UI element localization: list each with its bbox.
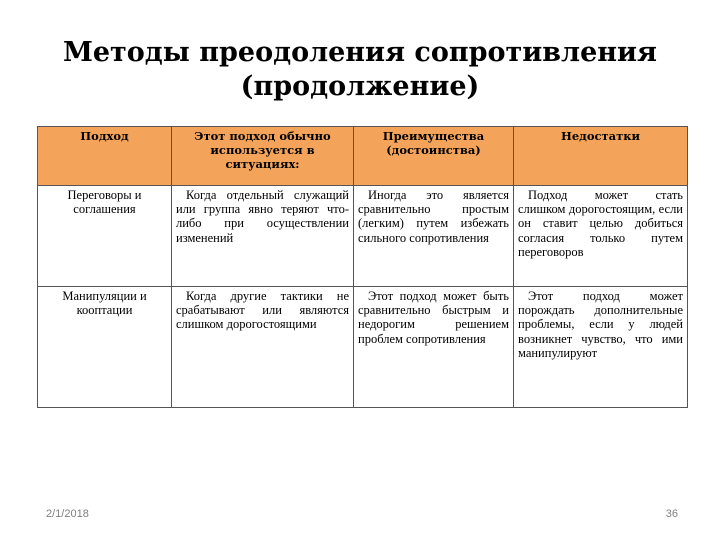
table-header-row xyxy=(38,127,688,186)
table-cell-situations: Когда отдельный служащий или группа явно теряют что-либо при осуществлении изменений xyxy=(172,186,354,287)
table-row xyxy=(38,287,688,408)
page-number: 36 xyxy=(665,508,678,520)
header-advantages: Преимущества (достоинства) xyxy=(354,127,514,186)
header-situations: Этот подход обычно используется в ситуациях: xyxy=(172,127,354,186)
table-cell-situations: Когда другие тактики не срабатывают или являются слишком дорогостоящими xyxy=(172,287,354,408)
title-line-1: Методы преодоления сопротивления xyxy=(62,37,657,68)
title-line-2: (продолжение) xyxy=(240,71,480,102)
methods-table xyxy=(37,126,688,408)
header-disadvantages: Недостатки xyxy=(514,127,688,186)
footer-date: 2/1/2018 xyxy=(46,508,89,520)
slide-title xyxy=(60,36,660,104)
header-approach: Подход xyxy=(38,127,172,186)
table-cell-advantages: Иногда это является сравнительно простым (легким) путем избежать сильного сопротивления xyxy=(354,186,514,287)
table-cell-approach: Переговоры и соглашения xyxy=(38,186,172,287)
table-cell-disadvantages: Этот подход может порождать дополнительные проблемы, если у людей возникнет чувство, что ими манипулируют xyxy=(514,287,688,408)
table-cell-disadvantages: Подход может стать слишком дорогостоящим, если он ставит целью добиться согласия только путем переговоров xyxy=(514,186,688,287)
table-cell-approach: Манипуляции и кооптации xyxy=(38,287,172,408)
table-row xyxy=(38,186,688,287)
table-cell-advantages: Этот подход может быть сравнительно быстрым и недорогим решением проблем сопротивления xyxy=(354,287,514,408)
